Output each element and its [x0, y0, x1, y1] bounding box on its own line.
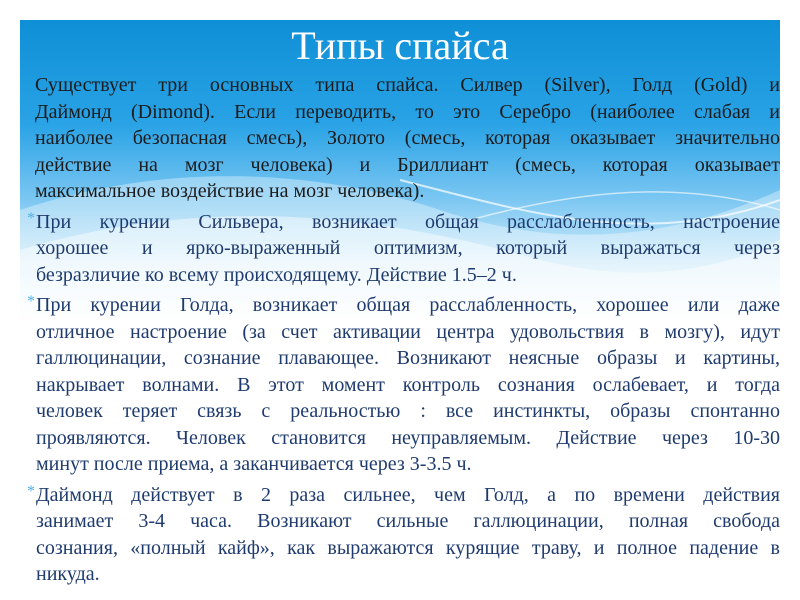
bullet-marker-icon: * [27, 482, 35, 500]
intro-line: Даймонд (Dimond). Если переводить, то это Серебро (наиболее слабая и [35, 100, 780, 123]
intro-paragraph [0, 72, 800, 205]
bullet-line: хорошее и ярко-выраженный оптимизм, который выражаться через [36, 237, 780, 259]
bullet-line: проявляются. Человек становится неуправляемым. Действие через 10-30 [36, 426, 780, 449]
bullet-diamond [0, 482, 800, 588]
bullet-line: минут после приема, а заканчивается через 3-3.5 ч. [36, 453, 472, 475]
slide-body [0, 72, 800, 588]
bullet-silver [0, 209, 800, 289]
intro-line: наиболее безопасная смесь), Золото (смесь, которая оказывает значительно [35, 127, 780, 149]
bullet-line: При курении Голда, возникает общая расслабленность, хорошее или даже [36, 294, 780, 316]
bullet-line: отличное настроение (за счет активации центра удовольствия в мозгу), идут [36, 320, 780, 343]
intro-line: Существует три основных типа спайса. Силвер (Silver), Голд (Gold) и [35, 74, 780, 96]
bullet-gold [0, 292, 800, 478]
bullet-marker-icon: * [27, 293, 35, 310]
bullet-line: галлюцинации, сознание плавающее. Возникают неясные образы и картины, [36, 347, 780, 369]
bullet-line: человек теряет связь с реальностью : все инстинкты, образы спонтанно [36, 400, 780, 422]
bullet-line: занимает 3-4 часа. Возникают сильные галлюцинации, полная свобода [36, 510, 780, 532]
intro-line: действие на мозг человека) и Бриллиант (смесь, которая оказывает [35, 153, 780, 176]
bullet-line: никуда. [36, 563, 100, 585]
bullet-marker-icon: * [27, 209, 35, 227]
bullet-line: сознания, «полный кайф», как выражаются курящие траву, и полное падение в [36, 536, 780, 559]
bullet-line: безразличие ко всему происходящему. Действие 1.5–2 ч. [36, 263, 517, 286]
bullet-line: Даймонд действует в 2 раза сильнее, чем Голд, а по времени действия [36, 483, 780, 506]
intro-line: максимальное воздействие на мозг человека). [35, 180, 425, 202]
slide-title: Типы спайса [291, 23, 509, 68]
bullet-line: При курении Сильвера, возникает общая расслабленность, настроение [36, 210, 780, 233]
bullet-line: накрывает волнами. В этот момент контроль сознания ослабевает, и тогда [36, 373, 780, 396]
